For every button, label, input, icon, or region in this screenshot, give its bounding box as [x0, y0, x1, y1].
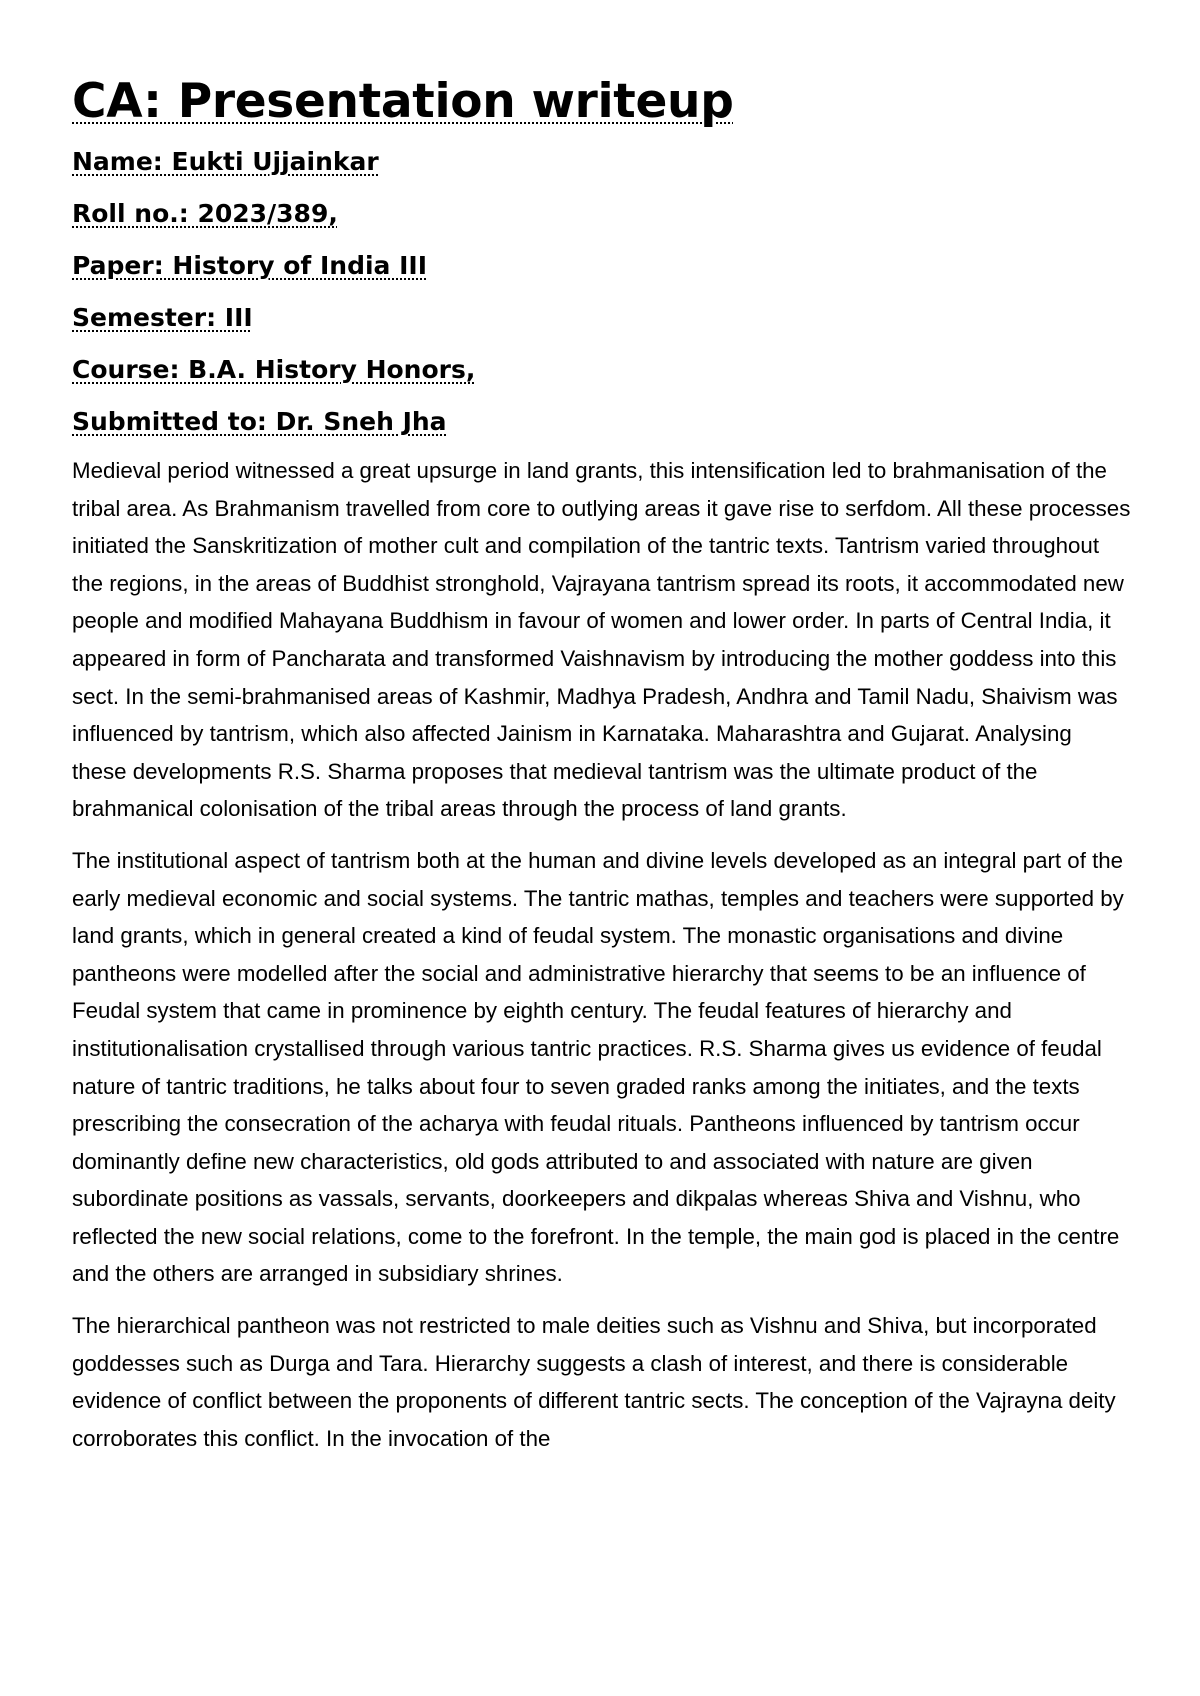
student-name: Name: Eukti Ujjainkar — [72, 147, 379, 176]
document-body — [72, 72, 1132, 1471]
semester: Semester: III — [72, 303, 253, 332]
paper-name: Paper: History of India III — [72, 251, 428, 280]
roll-number: Roll no.: 2023/389, — [72, 199, 338, 228]
course-name: Course: B.A. History Honors, — [72, 355, 476, 384]
submission-details — [72, 144, 1132, 439]
submitted-to: Submitted to: Dr. Sneh Jha — [72, 407, 447, 436]
paragraph-land-grants: Medieval period witnessed a great upsurge in land grants, this intensification led to brahmanisation of the tribal area. As Brahmanism travelled from core to outlying areas it gave rise to serfdom. All these processes initiated the Sanskritization of mother cult and compilation of the tantric texts. Tantrism varied throughout the regions, in the areas of Buddhist stronghold, Vajrayana tantrism spread its roots, it accommodated new people and modified Mahayana Buddhism in favour of women and lower order. In parts of Central India, it appeared in form of Pancharata and transformed Vaishnavism by introducing the mother goddess into this sect. In the semi-brahmanised areas of Kashmir, Madhya Pradesh, Andhra and Tamil Nadu, Shaivism was influenced by tantrism, which also affected Jainism in Karnataka. Maharashtra and Gujarat. Analysing these developments R.S. Sharma proposes that medieval tantrism was the ultimate product of the brahmanical colonisation of the tribal areas through the process of land grants. — [72, 458, 1131, 822]
paragraph-institutional-aspect: The institutional aspect of tantrism both at the human and divine levels developed as an integral part of the early medieval economic and social systems. The tantric mathas, temples and teachers were supported by land grants, which in general created a kind of feudal system. The monastic organisations and divine pantheons were modelled after the social and administrative hierarchy that seems to be an influence of Feudal system that came in prominence by eighth century. The feudal features of hierarchy and institutionalisation crystallised through various tantric practices. R.S. Sharma gives us evidence of feudal nature of tantric traditions, he talks about four to seven graded ranks among the initiates, and the texts prescribing the consecration of the acharya with feudal rituals. Pantheons influenced by tantrism occur dominantly define new characteristics, old gods attributed to and associated with nature are given subordinate positions as vassals, servants, doorkeepers and dikpalas whereas Shiva and Vishnu, who reflected the new social relations, come to the forefront. In the temple, the main god is placed in the centre and the others are arranged in subsidiary shrines. — [72, 847, 1124, 1287]
document-title: CA: Presentation writeup — [72, 74, 734, 129]
paragraph-hierarchical-pantheon: The hierarchical pantheon was not restricted to male deities such as Vishnu and Shiva, but incorporated goddesses such as Durga and Tara. Hierarchy suggests a clash of interest, and there is considerable evidence of conflict between the proponents of different tantric sects. The conception of the Vajrayna deity corroborates this conflict. In the invocation of the — [72, 1313, 1116, 1451]
